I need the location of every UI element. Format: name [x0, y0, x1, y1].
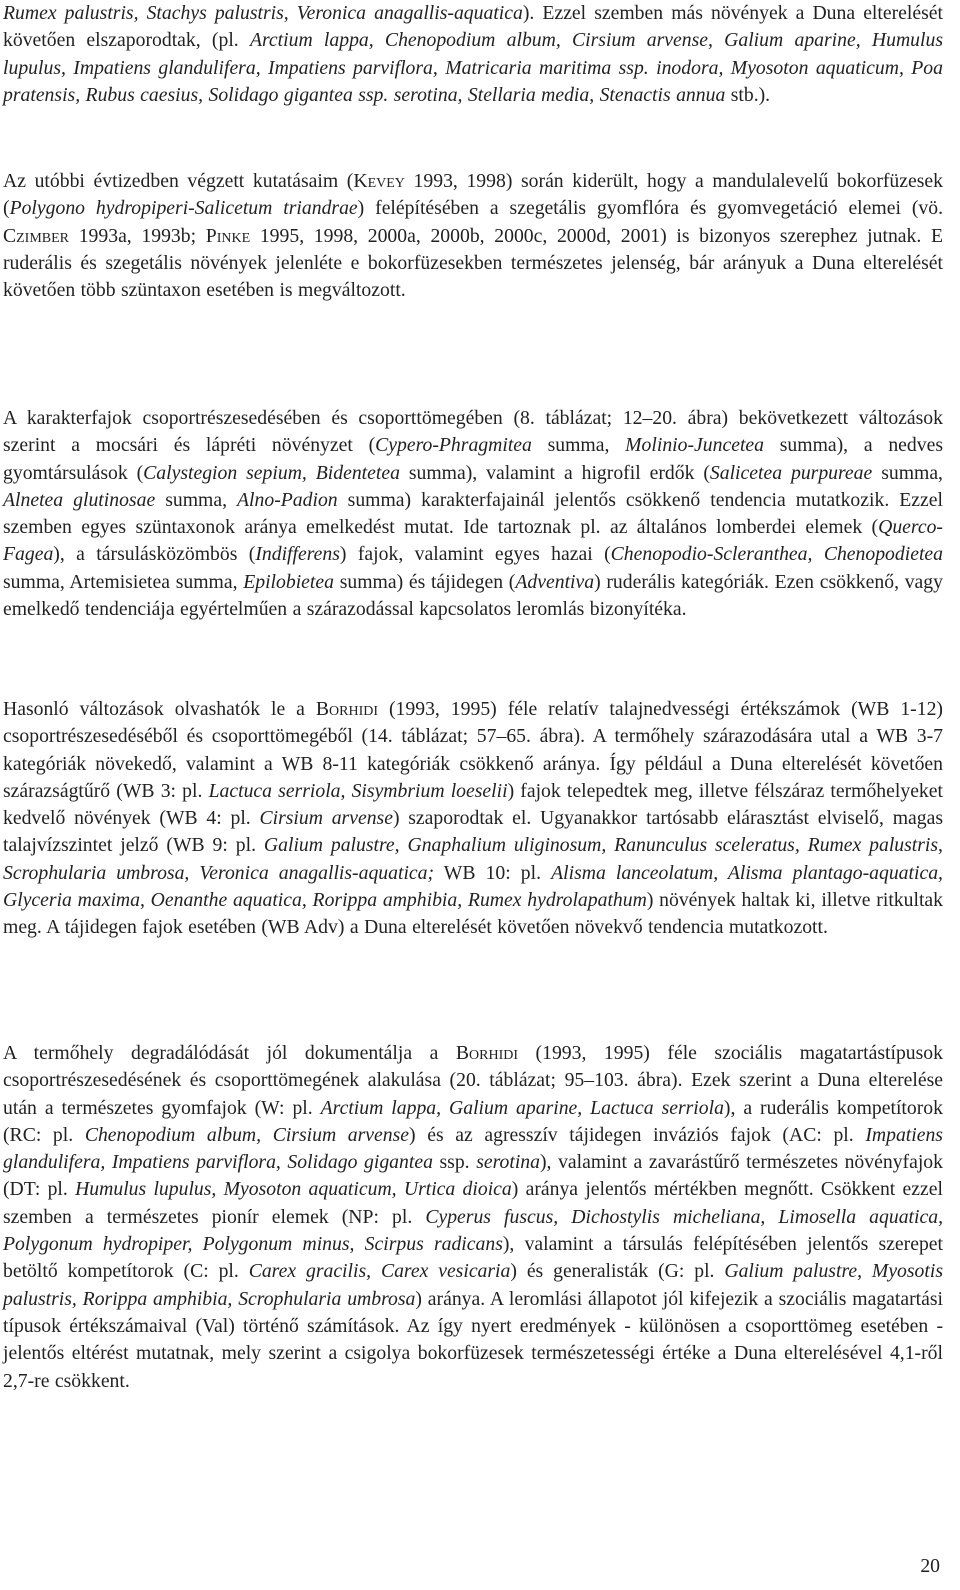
italic-run: Impatiens glandulifera, Impatiens parviflora, Solidago gigantea: [3, 1123, 943, 1174]
paragraph-1: [3, 0, 943, 109]
italic-run: Humulus lupulus, Myosoton aquaticum, Urtica dioica: [75, 1178, 512, 1201]
italic-run: Cirsium arvense: [259, 807, 393, 830]
text-run: ) és generalisták (G: pl.: [510, 1260, 725, 1283]
text-run: ) felépítésében a szegetális gyomflóra és gyomvegetáció elemei (vö.: [357, 197, 944, 220]
text-run: (1993, 1995) féle szociális magatartástípusok csoportrészesedésének és csoporttömegének alakulása (20. táblázat; 95–103. ábra). Ezek szerint a Duna elterelése után a természetes gyomfajok (W: pl.: [3, 1042, 943, 1119]
italic-run: Calystegion sepium, Bidentetea: [143, 461, 400, 484]
paragraph-4: [3, 696, 943, 942]
text-run: ssp.: [432, 1151, 477, 1174]
italic-run: Lactuca serriola, Sisymbrium loeselii: [208, 779, 508, 802]
author-name: Kevey: [353, 170, 405, 192]
text-run: A karakterfajok csoportrészesedésében és csoporttömegében (8. táblázat; 12–20. ábra) bekövetkezett változások szerint a mocsári és lápréti növényzet (: [3, 407, 943, 457]
italic-run: Carex gracilis, Carex vesicaria: [248, 1260, 511, 1283]
text-run: summa,: [872, 461, 943, 484]
italic-run: Cypero-Phragmitea: [375, 434, 532, 457]
text-run: 1993a, 1993b;: [69, 224, 206, 247]
italic-run: Indifferens: [255, 543, 340, 566]
text-run: 1995, 1998, 2000a, 2000b, 2000c, 2000d, 2001) is bizonyos szerephez jutnak. E ruderális és szegetális növények jelenléte e bokorfüzesekben természetes jelenség, bár arányuk a Duna elterelését követően több szüntaxon esetében is megváltozott.: [3, 224, 943, 302]
text-run: ), valamint a zavarástűrő természetes növényfajok (DT: pl.: [3, 1151, 943, 1201]
text-run: summa), valamint a higrofil erdők (: [399, 461, 710, 484]
author-name: Borhidi: [455, 1042, 519, 1064]
author-name: Pinke: [205, 224, 251, 247]
text-run: ) aránya. A leromlási állapotot jól kifejezik a szociális magatartási típusok értékszámaival (Val) történő számítások. Az így nyert eredmények - különösen a csoporttömeg esetében - jelentős eltérést mutatnak, mely szerint a csigolya bokorfüzesek természetességi értéke a Duna elterelésével 4,1-ről 2,7-re csökkent.: [3, 1287, 944, 1392]
text-run: summa) és tájidegen (: [333, 570, 516, 593]
italic-run: Epilobietea: [243, 570, 334, 593]
text-run: WB 10: pl.: [434, 861, 552, 884]
italic-run: Arctium lappa, Chenopodium album, Cirsium arvense, Galium aparine, Humulus lupulus, Impatiens glandulifera, Impatiens parviflora, Matricaria maritima ssp. inodora, Myosoton aquaticum, Poa pratensis, Rubus caesius, Solidago gigantea ssp. serotina, Stellaria media, Stenactis annua: [3, 29, 943, 106]
author-name: Borhidi: [315, 698, 379, 720]
italic-run: Galium palustre, Gnaphalium uliginosum, Ranunculus sceleratus, Rumex palustris, Scrophularia umbrosa, Veronica anagallis-aquatica;: [3, 834, 943, 884]
italic-run: serotina: [476, 1151, 540, 1174]
text-run: 1993, 1998) során kiderült, hogy a mandulalevelű bokorfüzesek (: [3, 170, 943, 220]
page-number: 20: [920, 1555, 940, 1577]
text-run: ), a ruderális kompetítorok (RC: pl.: [3, 1096, 943, 1146]
italic-run: Chenopodium album, Cirsium arvense: [84, 1123, 410, 1146]
paragraph-3: [3, 405, 943, 623]
paragraph-5: [3, 1040, 943, 1395]
text-run: summa), a nedves gyomtársulások (: [3, 434, 943, 484]
italic-run: Molinio-Juncetea: [625, 434, 765, 457]
text-run: ) és az agresszív tájidegen inváziós fajok (AC: pl.: [409, 1123, 866, 1146]
italic-run: Cyperus fuscus, Dichostylis micheliana, Limosella aquatica, Polygonum hydropiper, Polygonum minus, Scirpus radicans: [3, 1205, 943, 1256]
text-run: ) növények haltak ki, illetve ritkultak meg. A tájidegen fajok esetében (WB Adv) a Duna elterelését követően növekvő tendencia mutatkozott.: [3, 889, 943, 939]
italic-run: Galium palustre, Myosotis palustris, Rorippa amphibia, Scrophularia umbrosa: [3, 1260, 944, 1310]
text-run: ). Ezzel szemben más növények a Duna elterelését követően elszaporodtak, (pl.: [3, 2, 943, 52]
text-run: ), valamint a társulás felépítésében jelentős szerepet betöltő kompetítorok (C: pl.: [3, 1233, 944, 1283]
text-run: ) fajok telepedtek meg, illetve félszáraz termőhelyeket kedvelő növények (WB 4: pl.: [3, 779, 943, 830]
text-run: summa,: [531, 434, 626, 457]
italic-run: Alisma lanceolatum, Alisma plantago-aquatica, Glyceria maxima, Oenanthe aquatica, Rorippa amphibia, Rumex hydrolapathum: [3, 861, 943, 912]
text-run: ), a társulásközömbös (: [53, 543, 256, 566]
text-run: ) fajok, valamint egyes hazai (: [339, 543, 611, 566]
text-run: Az utóbbi évtizedben végzett kutatásaim (: [3, 170, 354, 192]
text-run: summa, Artemisietea summa,: [3, 570, 244, 593]
text-run: summa,: [155, 488, 238, 511]
text-run: ) aránya jelentős mértékben megnőtt. Csökkent ezzel szemben a természetes pionír elemek (NP: pl.: [3, 1178, 943, 1228]
text-run: ) szaporodtak el. Ugyanakkor tartósabb elárasztást elviselő, magas talajvízszintet jelző (WB 9: pl.: [3, 807, 944, 857]
paragraph-2: [3, 168, 943, 304]
italic-run: Arctium lappa, Galium aparine, Lactuca serriola: [320, 1096, 724, 1119]
italic-run: Polygono hydropiperi-Salicetum triandrae: [9, 197, 358, 220]
author-name: Czimber: [3, 224, 70, 247]
text-run: ) ruderális kategóriák. Ezen csökkenő, vagy emelkedő tendenciája egyértelműen a szárazodással kapcsolatos leromlás bizonyítéka.: [3, 570, 943, 621]
italic-run: Adventiva: [515, 570, 595, 593]
italic-run: Chenopodio-Scleranthea, Chenopodietea: [610, 543, 944, 566]
text-run: (1993, 1995) féle relatív talajnedvességi értékszámok (WB 1-12) csoportrészesedéséből és csoporttömegéből (14. táblázat; 57–65. ábra). A termőhely szárazodására utal a WB 3-7 kategóriák növekedő, valamint a WB 8-11 kategóriák csökkenő aránya. Így például a Duna elterelését követően szárazságtűrő (WB 3: pl.: [3, 698, 943, 802]
text-run: Hasonló változások olvashatók le a: [3, 698, 316, 720]
italic-run: Alnetea glutinosae: [3, 488, 156, 511]
italic-run: Rumex palustris, Stachys palustris, Veronica anagallis-aquatica: [3, 2, 523, 24]
text-run: A termőhely degradálódását jól dokumentálja a: [3, 1042, 456, 1064]
italic-run: Alno-Padion: [237, 488, 338, 511]
text-run: summa) karakterfajainál jelentős csökkenő tendencia mutatkozik. Ezzel szemben egyes szüntaxonok aránya emelkedést mutat. Ide tartoznak pl. az általános lomberdei elemek (: [3, 488, 943, 539]
italic-run: Querco-Fagea: [3, 516, 943, 566]
text-run: stb.).: [725, 83, 771, 106]
italic-run: Salicetea purpureae: [709, 461, 873, 484]
